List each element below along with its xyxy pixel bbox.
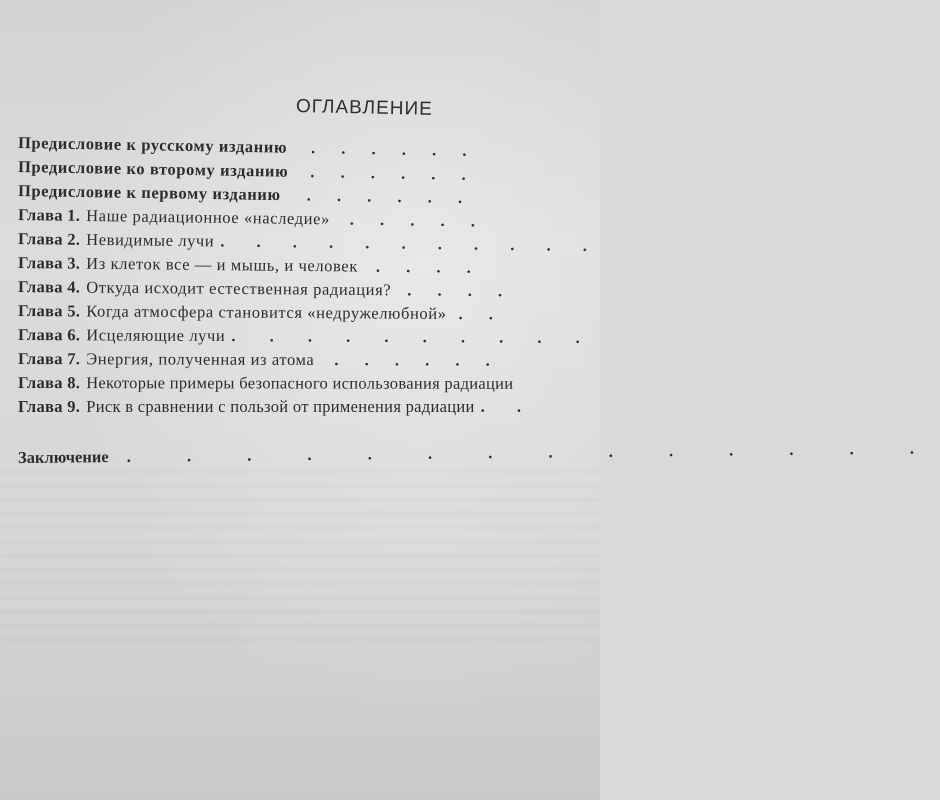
toc-leader-dots: . . . . . . xyxy=(334,350,501,370)
toc-entry-text: Риск в сравнении с пользой от применения радиации xyxy=(86,397,475,416)
toc-leader-dots: . . . . xyxy=(407,280,514,301)
toc-entry-label: Глава 9. xyxy=(18,397,81,416)
toc-title: ОГЛАВЛЕНИЕ xyxy=(295,96,433,120)
toc-leader-dots: . . . . . . xyxy=(310,162,477,185)
toc-conclusion xyxy=(18,438,940,468)
toc-leader-dots: . . . . . . . . . . . . . . xyxy=(126,438,940,466)
toc-entry-label: Глава 7. xyxy=(17,349,81,369)
toc-entry-label: Глава 6. xyxy=(17,325,81,345)
toc-leader-dots: . . . . . . . . . . xyxy=(231,326,595,348)
toc-leader-dots: . . . . . . . . . . . xyxy=(220,231,602,256)
toc-entry-text: Невидимые лучи xyxy=(86,229,215,251)
toc-leader-dots: . . . . . . xyxy=(310,138,478,161)
toc-entry-text: Предисловие ко второму изданию xyxy=(17,157,289,181)
toc-entry xyxy=(18,373,628,398)
toc-entry-text: Откуда исходит естественная радиация? xyxy=(86,277,392,300)
toc-entry-label: Глава 5. xyxy=(17,301,81,321)
toc-entry-text: Энергия, полученная из атома xyxy=(86,349,315,370)
toc-entry-label: Глава 3. xyxy=(17,253,81,273)
toc-entry-label: Глава 2. xyxy=(17,229,81,249)
toc-leader-dots: . . xyxy=(480,397,536,416)
toc-leader-dots: . . . . . xyxy=(349,209,487,231)
show-through-text xyxy=(0,470,600,650)
toc-leader-dots: . . xyxy=(458,304,505,324)
toc-entry-text: Из клеток все — и мышь, и человек xyxy=(86,253,358,276)
toc-entry xyxy=(18,325,628,352)
toc-entry-text: Наше радиационное «наследие» xyxy=(86,205,331,229)
toc-entry-text: Предисловие к первому изданию xyxy=(17,181,281,205)
toc-entry-text: Предисловие к русскому изданию xyxy=(17,133,288,157)
toc-entry-label: Глава 8. xyxy=(17,373,81,393)
toc-entry-label: Глава 4. xyxy=(17,277,81,297)
toc-conclusion-label: Заключение xyxy=(17,447,109,467)
toc-leader-dots: . . . . xyxy=(375,256,482,277)
toc-leader-dots: . . . . . . xyxy=(306,185,474,208)
toc-entry-label: Глава 1. xyxy=(17,205,81,225)
toc-entry xyxy=(18,397,628,421)
toc-entry-text: Исцеляющие лучи xyxy=(86,325,226,346)
toc-entry-text: Некоторые примеры безопасного использования радиации xyxy=(86,373,514,393)
toc-entry-text: Когда атмосфера становится «недружелюбной» xyxy=(86,301,447,323)
toc-entry xyxy=(18,349,628,375)
